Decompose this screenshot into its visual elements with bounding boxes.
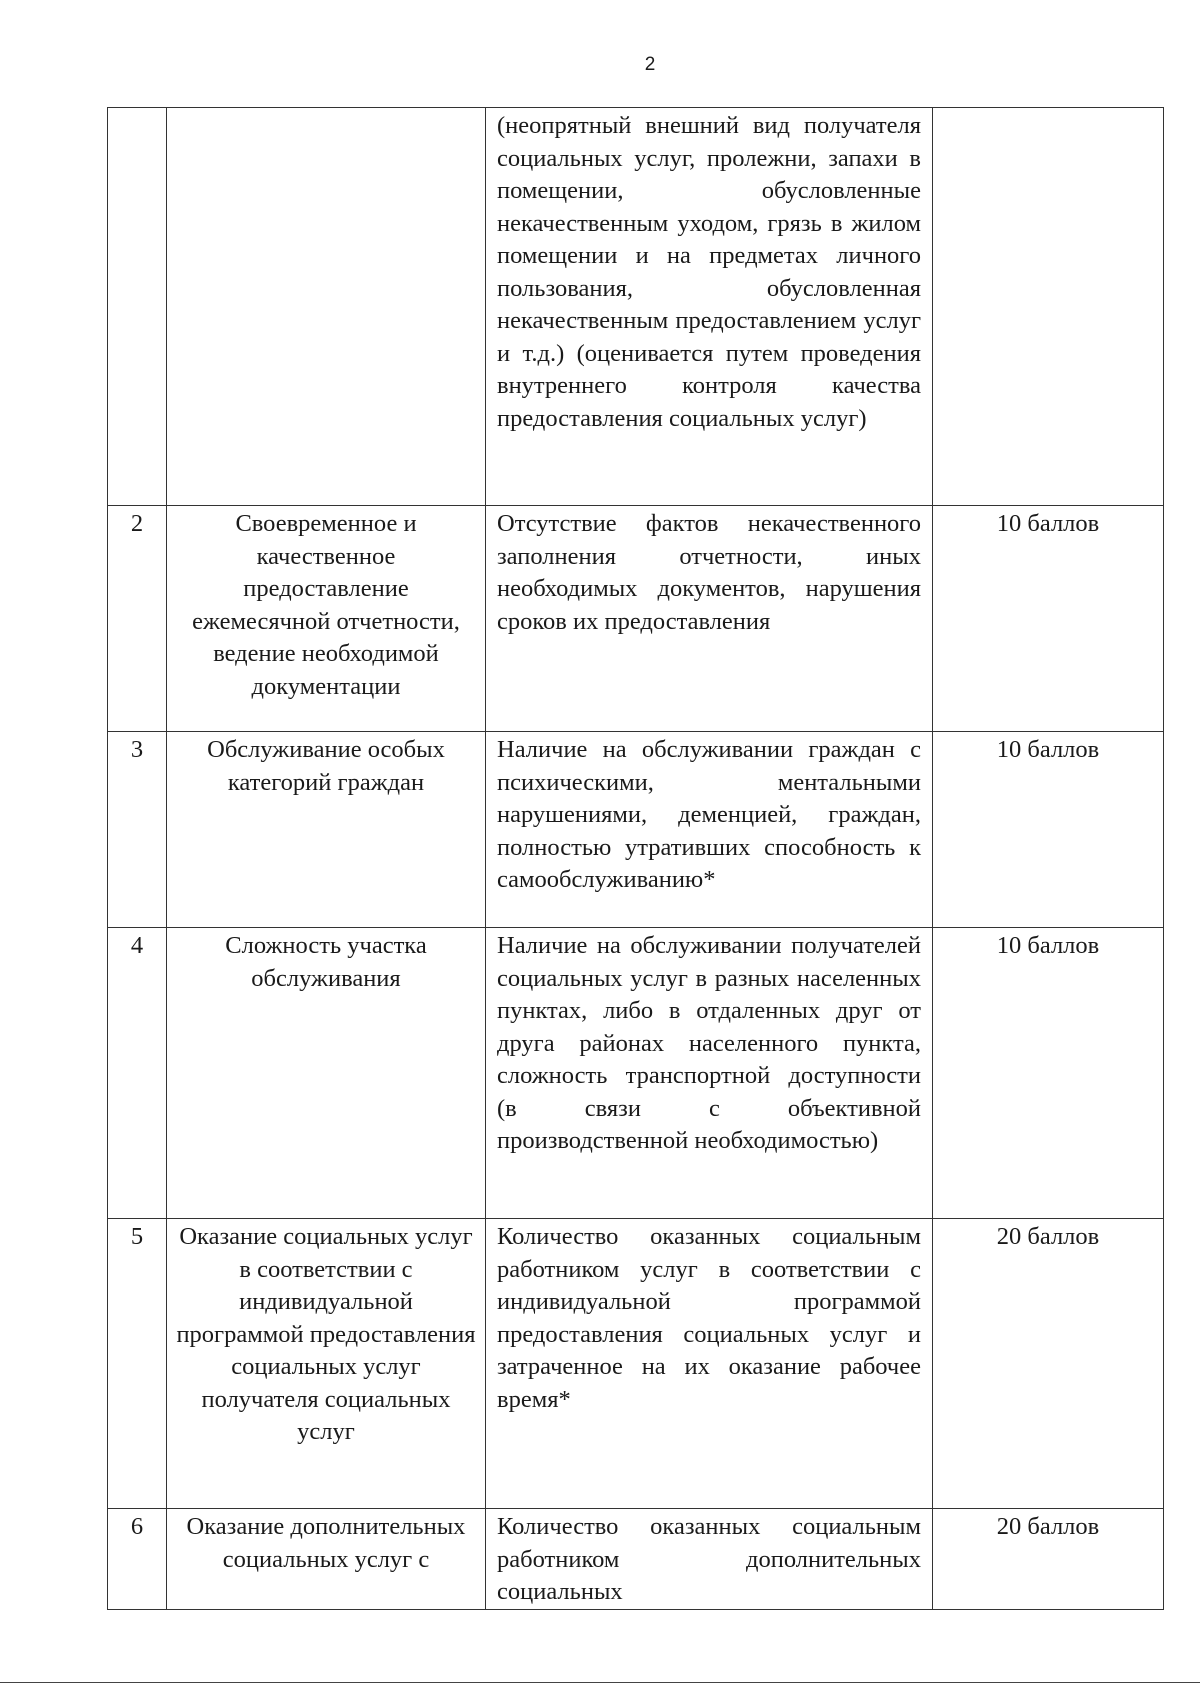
row-number (108, 108, 167, 506)
criterion-name: Сложность участка обслуживания (167, 928, 486, 1219)
criterion-score: 10 баллов (933, 928, 1164, 1219)
criterion-score: 10 баллов (933, 732, 1164, 928)
criterion-score: 20 баллов (933, 1219, 1164, 1509)
table-row (108, 108, 1164, 506)
row-number: 4 (108, 928, 167, 1219)
criterion-name: Оказание социальных услуг в соответствии с индивидуальной программой предоставления социальных услуг получателя социальных услуг (167, 1219, 486, 1509)
row-number: 2 (108, 506, 167, 732)
table-row (108, 506, 1164, 732)
criterion-name: Своевременное и качественное предоставление ежемесячной отчетности, ведение необходимой документации (167, 506, 486, 732)
table-row (108, 1509, 1164, 1610)
page-bottom-rule (0, 1682, 1200, 1683)
criterion-name (167, 108, 486, 506)
criterion-description: Наличие на обслуживании граждан с психическими, ментальными нарушениями, деменцией, граждан, полностью утративших способность к самообслуживанию* (486, 732, 933, 928)
row-number: 5 (108, 1219, 167, 1509)
row-number: 3 (108, 732, 167, 928)
criterion-score: 20 баллов (933, 1509, 1164, 1610)
table-row (108, 928, 1164, 1219)
criterion-description: Наличие на обслуживании получателей социальных услуг в разных населенных пунктах, либо в отдаленных друг от друга районах населенного пункта, сложность транспортной доступности (в связи с объективной производственной необходимостью) (486, 928, 933, 1219)
criterion-name: Обслуживание особых категорий граждан (167, 732, 486, 928)
criterion-name: Оказание дополнительных социальных услуг с (167, 1509, 486, 1610)
criteria-table (107, 107, 1164, 1610)
criterion-description: Количество оказанных социальным работником дополнительных социальных (486, 1509, 933, 1610)
criterion-score: 10 баллов (933, 506, 1164, 732)
criterion-description: (неопрятный внешний вид получателя социальных услуг, пролежни, запахи в помещении, обусловленные некачественным уходом, грязь в жилом помещении и на предметах личного пользования, обусловленная некачественным предоставлением услуг и т.д.) (оценивается путем проведения внутреннего контроля качества предоставления социальных услуг) (486, 108, 933, 506)
criterion-description: Количество оказанных социальным работником услуг в соответствии с индивидуальной программой предоставления социальных услуг и затраченное на их оказание рабочее время* (486, 1219, 933, 1509)
table-row (108, 732, 1164, 928)
row-number: 6 (108, 1509, 167, 1610)
table-row (108, 1219, 1164, 1509)
criterion-description: Отсутствие фактов некачественного заполнения отчетности, иных необходимых документов, нарушения сроков их предоставления (486, 506, 933, 732)
criterion-score (933, 108, 1164, 506)
page-number: 2 (644, 54, 656, 75)
